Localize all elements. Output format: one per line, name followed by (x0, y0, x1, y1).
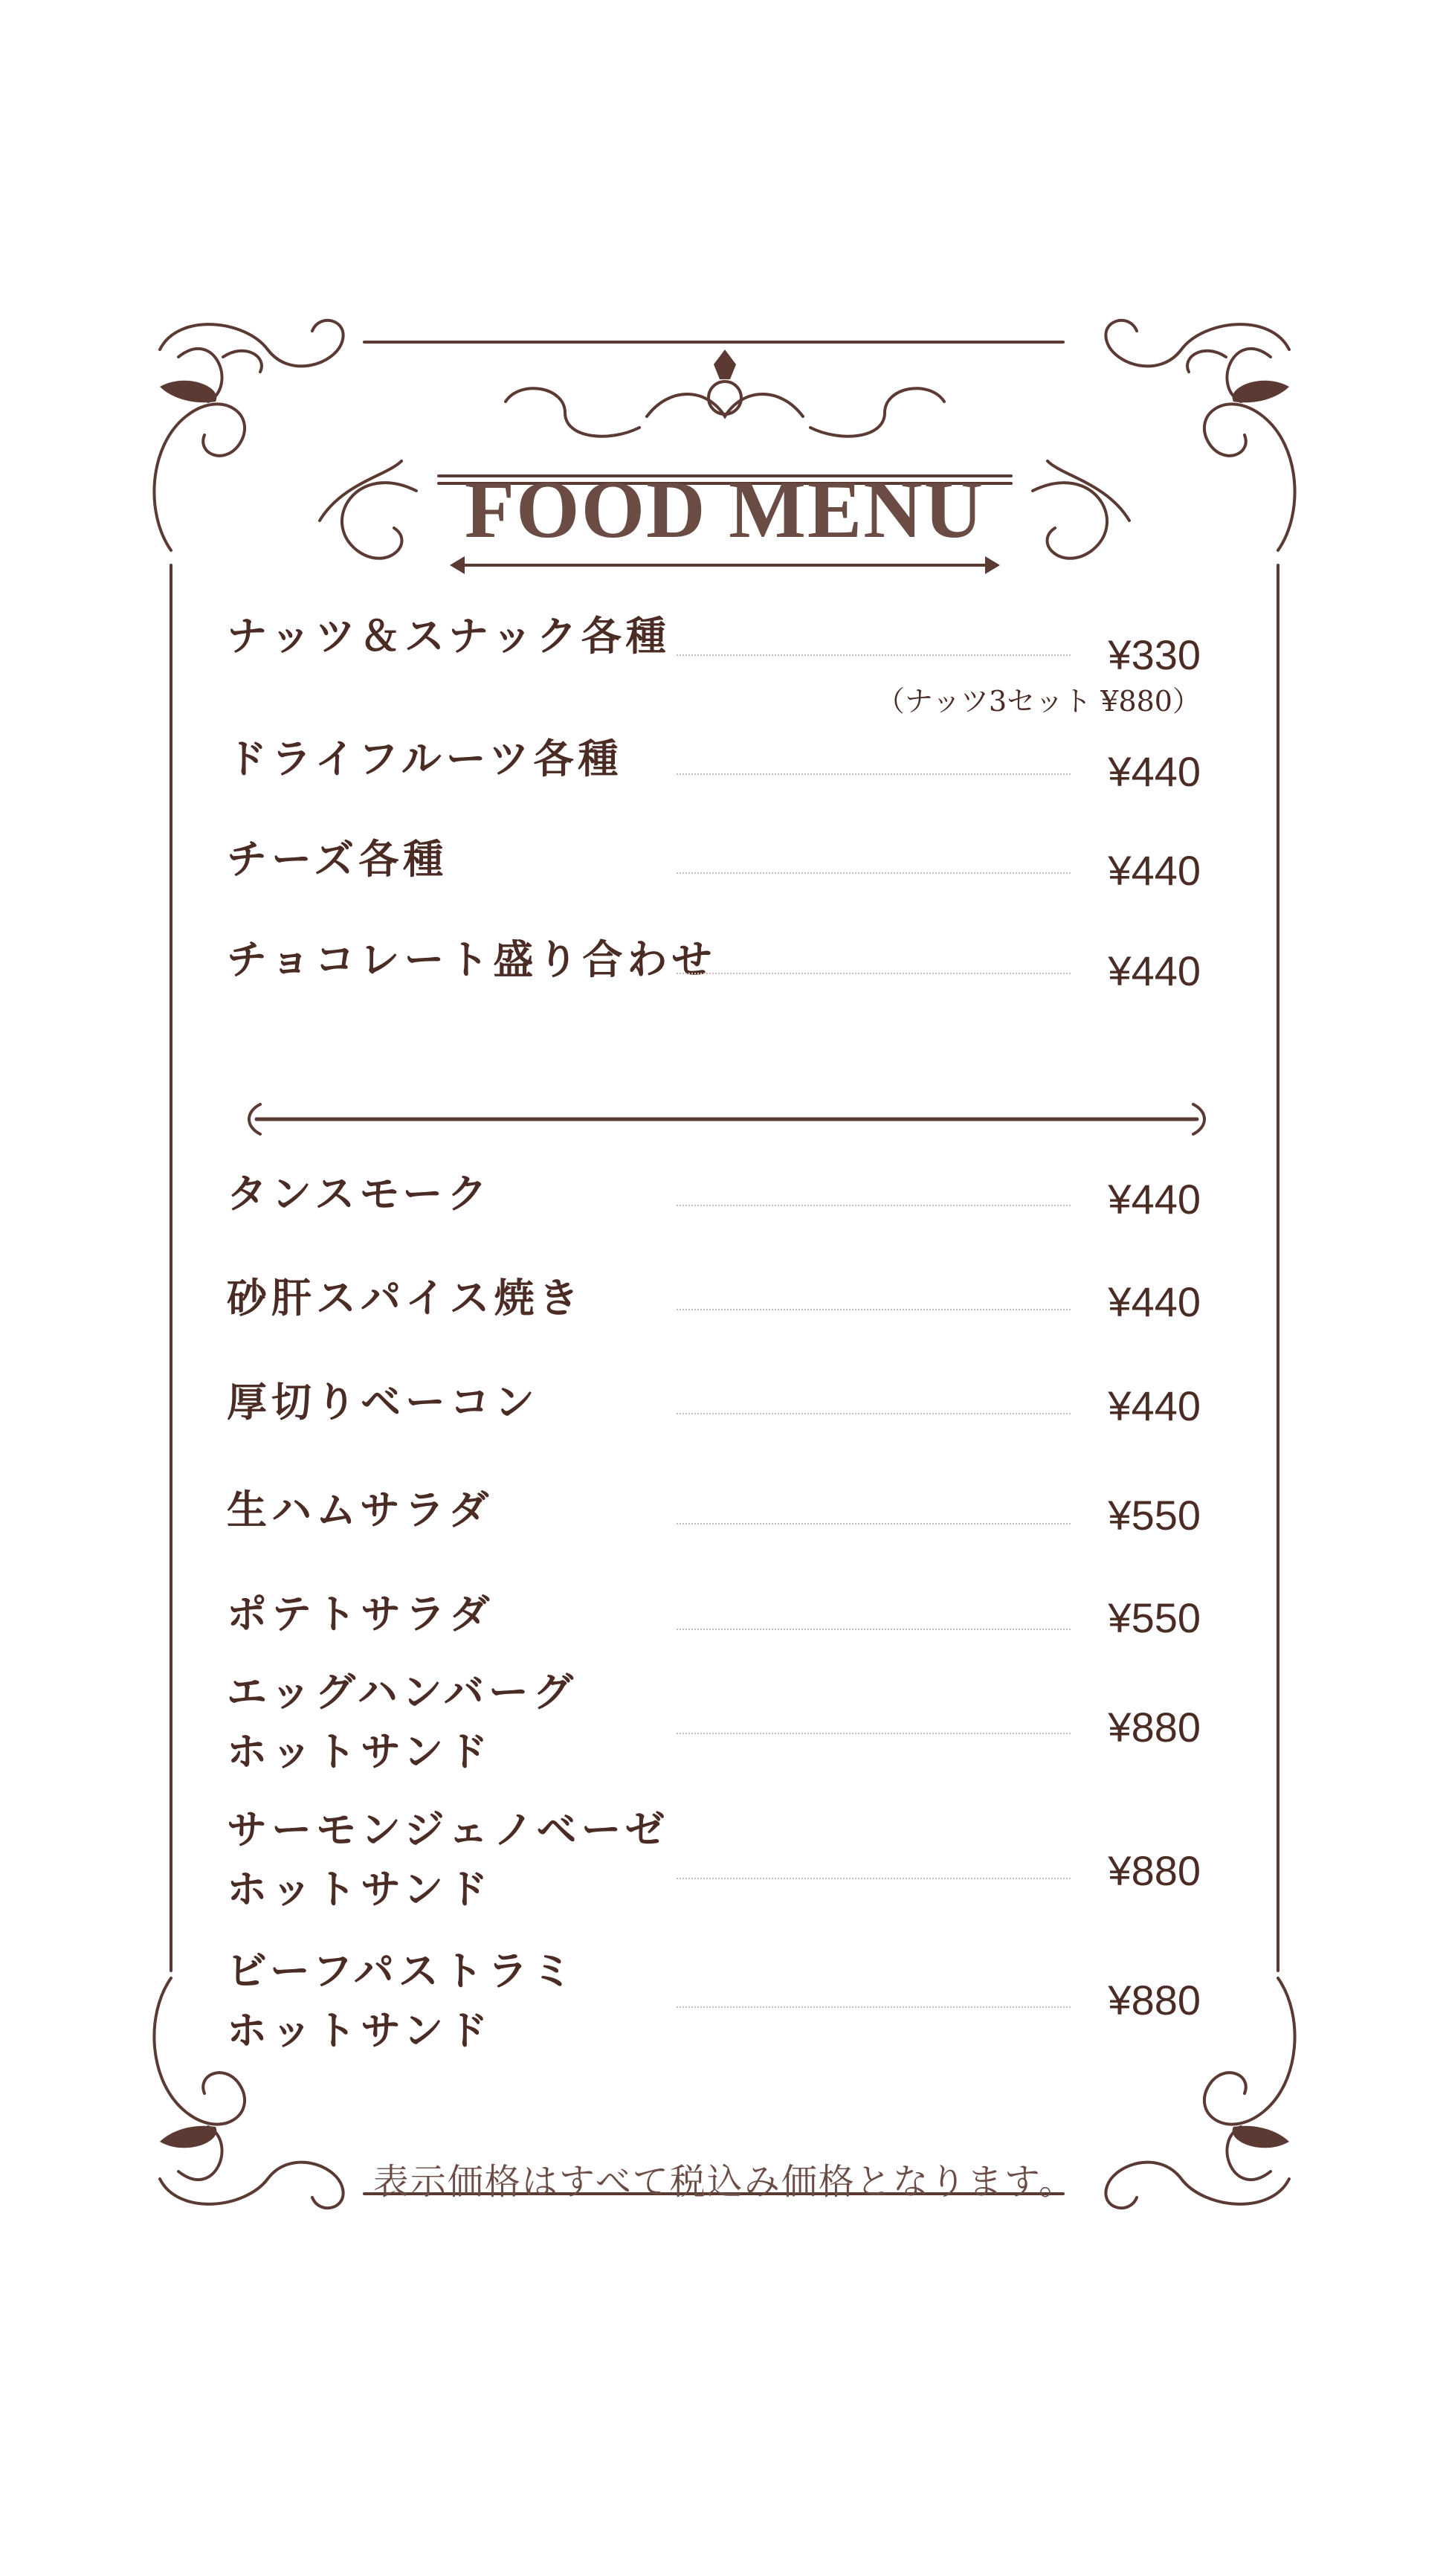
menu-item-name-line2: ホットサンド (227, 1727, 493, 1775)
menu-item (227, 1941, 1201, 2060)
dotted-leader (677, 1309, 1071, 1310)
menu-item (227, 1662, 1201, 1781)
menu-item (227, 1480, 1201, 1539)
menu-item-price: ¥880 (1108, 1977, 1201, 2023)
menu-item-price: ¥440 (1108, 1278, 1201, 1325)
menu-item-name-line1: ビーフパストラミ (227, 1947, 577, 1994)
menu-item-price: ¥880 (1108, 1704, 1201, 1751)
dotted-leader (677, 1205, 1071, 1206)
menu-item (227, 930, 1201, 994)
menu-item-name: 厚切りベーコン (227, 1378, 539, 1426)
menu-item (227, 1800, 1201, 1919)
menu-item (227, 1584, 1201, 1643)
menu-item-name-line2: ホットサンド (227, 1865, 493, 1913)
menu-item (227, 606, 1201, 678)
menu-item-price: ¥880 (1108, 1847, 1201, 1894)
dotted-leader (677, 1629, 1071, 1630)
menu-item (227, 1268, 1201, 1327)
menu-title: FOOD MENU (464, 464, 985, 555)
menu-item-price: ¥440 (1108, 748, 1201, 795)
menu-item-name: 砂肝スパイス焼き (227, 1274, 584, 1321)
dotted-leader (677, 773, 1071, 775)
menu-item-price: ¥550 (1108, 1594, 1201, 1641)
dotted-leader (677, 872, 1071, 874)
dotted-leader (677, 1413, 1071, 1414)
dotted-leader (677, 2006, 1071, 2008)
menu-item-price: ¥440 (1108, 1382, 1201, 1429)
menu-item-name: ドライフルーツ各種 (227, 735, 623, 782)
menu-item-name: ポテトサラダ (227, 1590, 494, 1638)
dotted-leader (677, 1523, 1071, 1524)
menu-item-name: タンスモーク (227, 1170, 492, 1217)
menu-item-name: 生ハムサラダ (227, 1486, 494, 1533)
menu-item-price: ¥550 (1108, 1492, 1201, 1539)
menu-item (227, 729, 1201, 795)
dotted-leader (677, 654, 1071, 656)
dotted-leader (677, 1878, 1071, 1879)
price-note: （ナッツ3セット ¥880） (876, 685, 1201, 718)
tax-note: 表示価格はすべて税込み価格となります。 (372, 2161, 1077, 2203)
dotted-leader (677, 1733, 1071, 1734)
menu-item-name-line1: エッグハンバーグ (227, 1668, 578, 1716)
menu-item-price: ¥440 (1108, 1176, 1201, 1223)
menu-item (227, 1164, 1201, 1223)
menu-item-price: ¥440 (1108, 847, 1201, 894)
menu-item-name: ナッツ＆スナック各種 (227, 612, 671, 660)
menu-item-name: チーズ各種 (227, 835, 448, 883)
menu-item-name-line2: ホットサンド (227, 2006, 493, 2054)
menu-item (227, 829, 1201, 894)
menu-item (227, 1372, 1201, 1432)
menu-item-price: ¥440 (1108, 947, 1201, 994)
dotted-leader (677, 973, 1071, 974)
menu-item-name-line1: サーモンジェノベーゼ (227, 1806, 670, 1853)
menu-item-price: ¥330 (1108, 631, 1201, 678)
menu-item-name: チョコレート盛り合わせ (227, 936, 717, 983)
